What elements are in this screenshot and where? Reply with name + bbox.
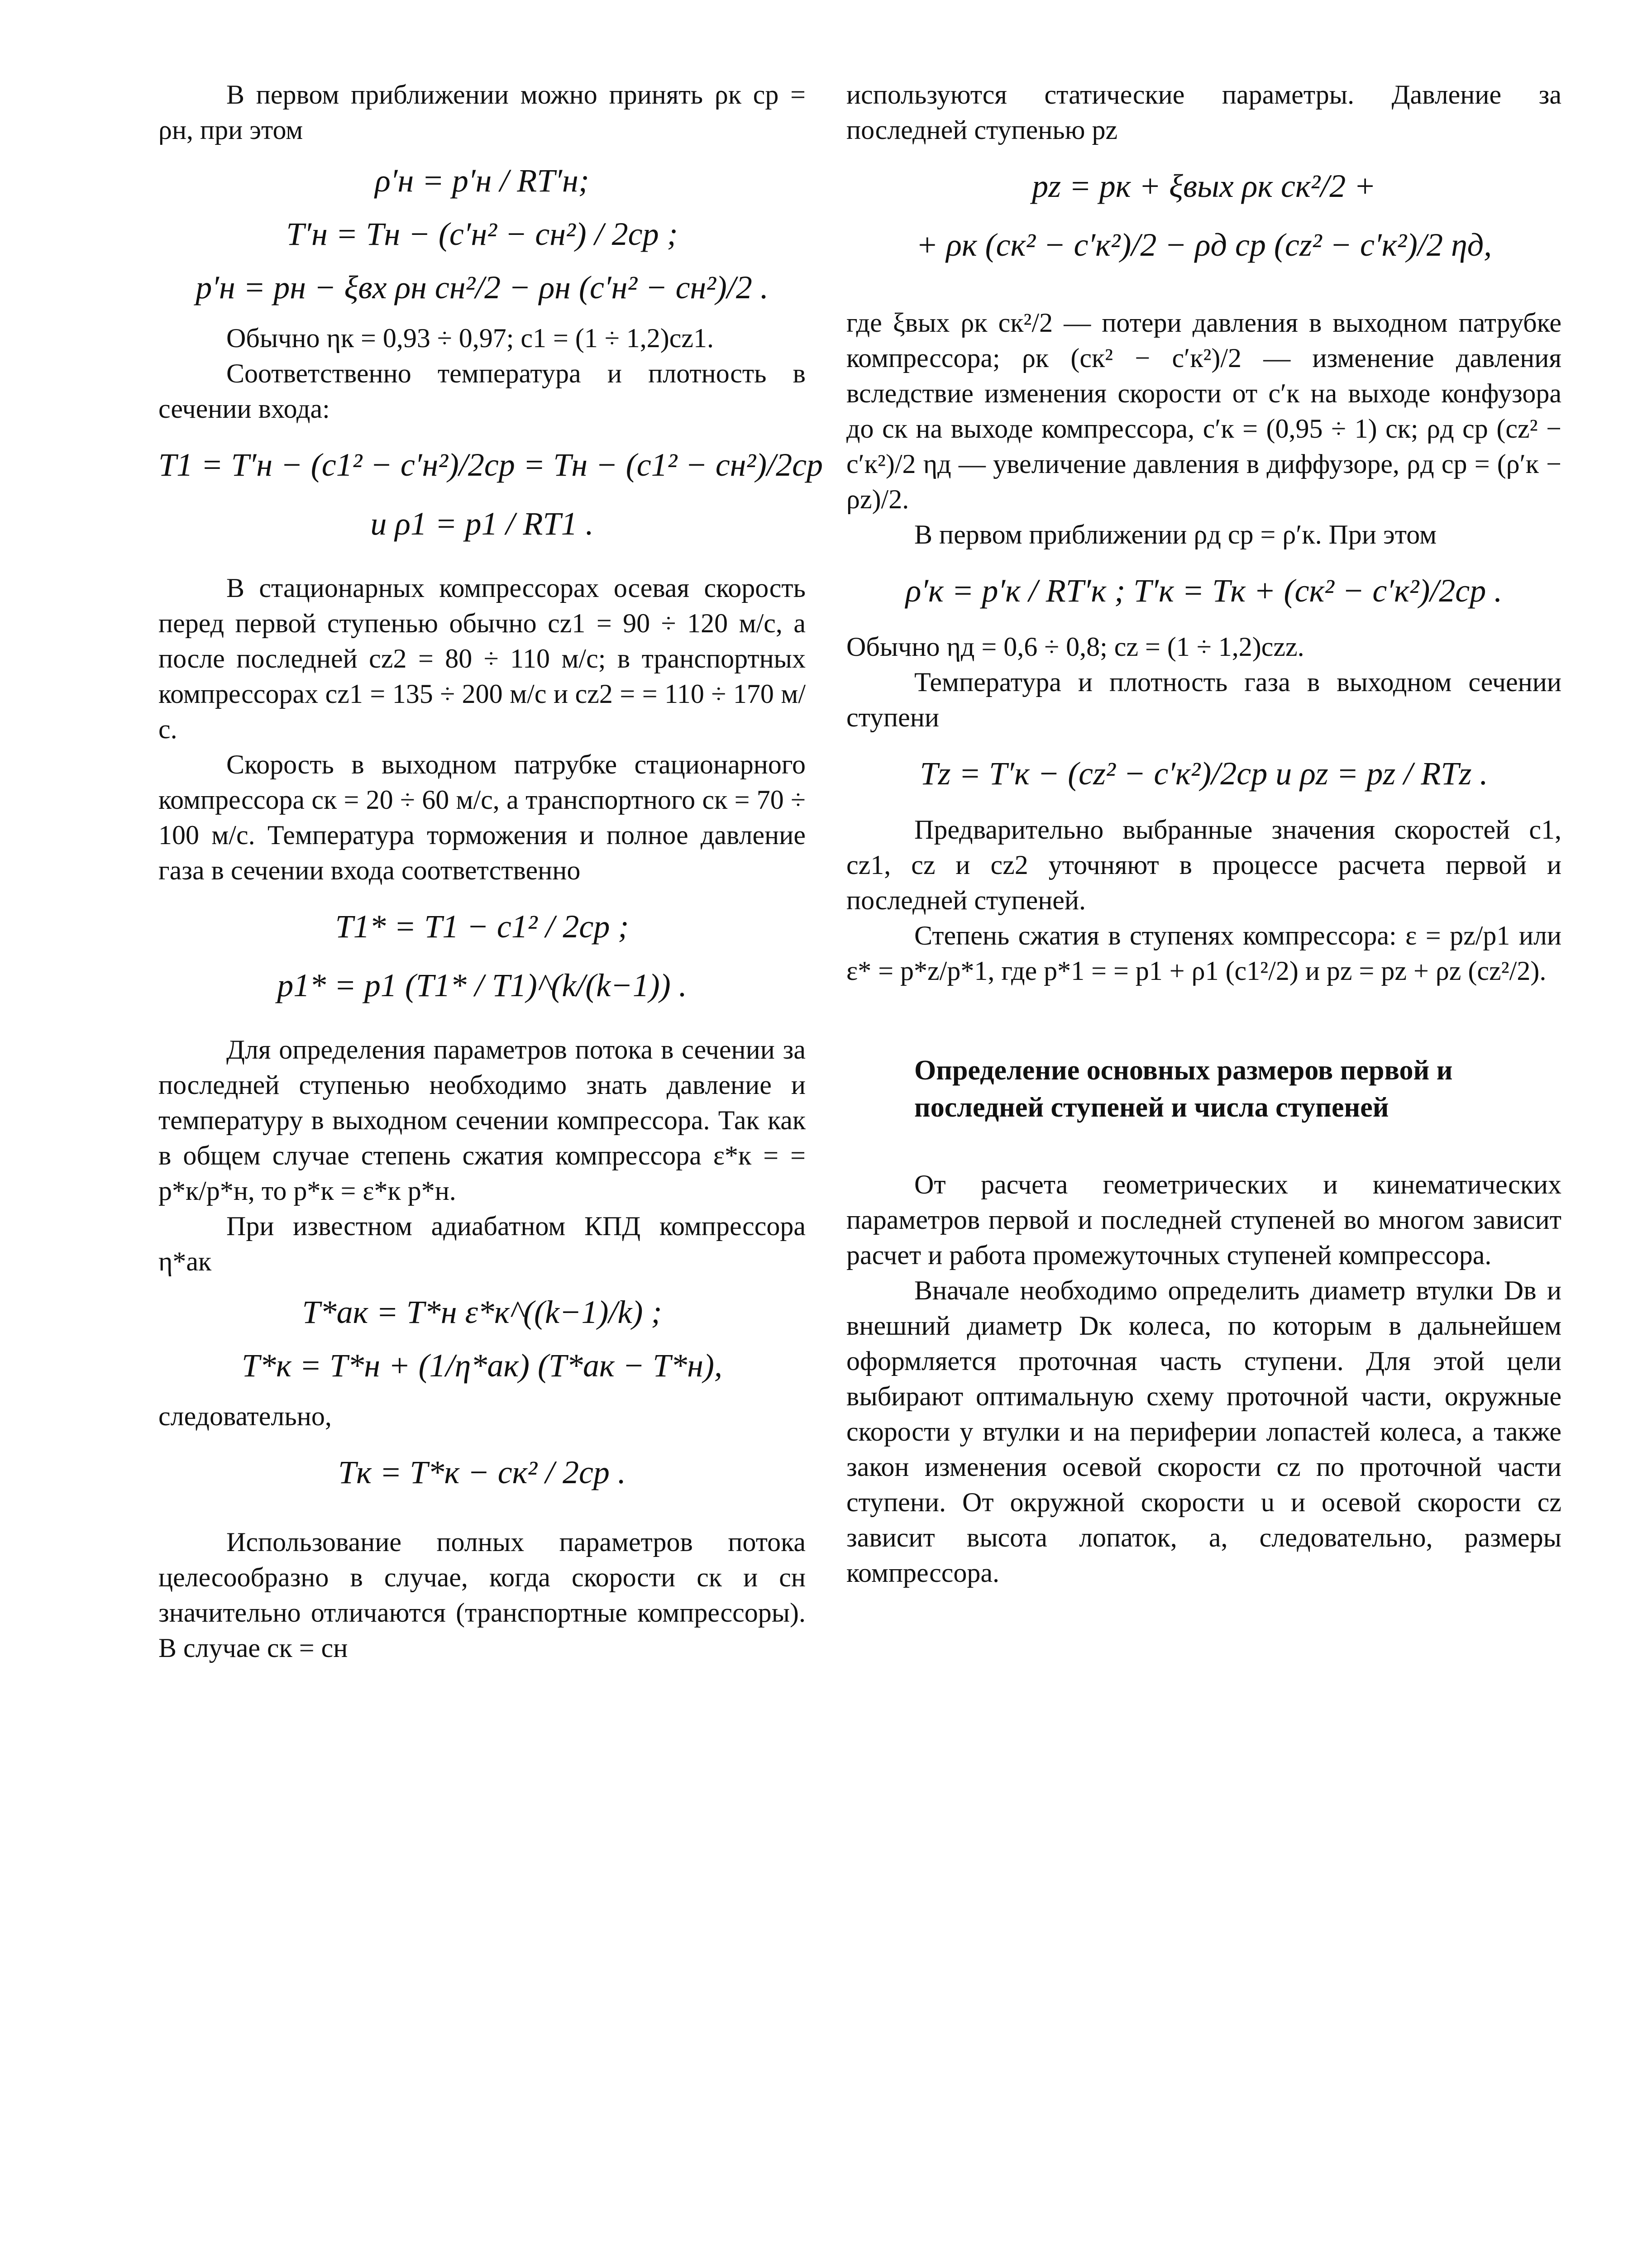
paragraph: При известном адиабатном КПД компрессора η*ак [158,1211,806,1276]
formula: и ρ1 = p1 / RT1 . [370,506,594,542]
right-column [846,77,1561,1590]
paragraph: Соответственно температура и плотность в сечении входа: [158,358,806,424]
formula: pz = pк + ξвых ρк cк²/2 + [1032,168,1376,204]
left-column [158,77,823,1666]
paragraph: В первом приближении можно принять ρк ср = ρн, при этом [158,80,806,145]
formula: Tк = T*к − cк² / 2cp . [338,1454,626,1490]
formula: T1* = T1 − c1² / 2cp ; [335,908,629,945]
paragraph: Предварительно выбранные значения скоростей c1, cz1, cz и cz2 уточняют в процессе расчета первой и последней ступеней. [846,815,1561,915]
paragraph: В стационарных компрессорах осевая скорость перед первой ступенью обычно cz1 = 90 ÷ 120 м/с, а после последней cz2 = 80 ÷ 110 м/с; в транспортных компрессорах cz1 = 135 ÷ 200 м/с и cz2 = = 110 ÷ 170 м/с. [158,573,806,744]
paragraph: следовательно, [158,1401,332,1431]
paragraph: Степень сжатия в ступенях компрессора: ε = pz/p1 или ε* = p*z/p*1, где p*1 = = p1 + ρ1 (c1²/2) и pz = pz + ρz (cz²/2). [846,921,1561,986]
paragraph: Для определения параметров потока в сечении за последней ступенью необходимо знать давление и температуру в выходном сечении компрессора. Так как в общем случае степень сжатия компрессора ε*к = = p*к/p*н, то p*к = ε*к p*н. [158,1035,806,1206]
formula: T1 = T′н − (c1² − c′н²)/2cp = Tн − (c1² − cн²)/2cp [158,447,823,483]
paragraph: Температура и плотность газа в выходном сечении ступени [846,667,1561,732]
formula: T′н = Tн − (c′н² − cн²) / 2cp ; [286,216,678,252]
formula: T*к = T*н + (1/η*ак) (T*ак − T*н), [241,1347,723,1384]
paragraph: От расчета геометрических и кинематических параметров первой и последней ступеней во многом зависит расчет и работа промежуточных ступеней компрессора. [846,1170,1561,1270]
paragraph: Обычно ηк = 0,93 ÷ 0,97; c1 = (1 ÷ 1,2)cz1. [226,323,714,353]
paragraph: В первом приближении ρд ср = ρ′к. При этом [914,520,1437,549]
paragraph: где ξвых ρк cк²/2 — потери давления в выходном патрубке компрессора; ρк (cк² − c′к²)/2 — изменение давления вследствие изменения скорости от c′к на выходе конфузора до cк на выходе компрессора, c′к = (0,95 ÷ 1) cк; ρд ср (cz² − c′к²)/2 ηд — увеличение давления в диффузоре, ρд ср = (ρ′к − ρz)/2. [846,308,1561,514]
formula: T*ак = T*н ε*к^((k−1)/k) ; [302,1294,662,1330]
section-heading: Определение основных размеров первой и последней ступеней и числа ступеней [914,1055,1453,1123]
paragraph: Вначале необходимо определить диаметр втулки Dв и внешний диаметр Dк колеса, по которым в дальнейшем оформляется проточная часть ступени. Для этой цели выбирают оптимальную схему проточной части, окружные скорости у втулки и на периферии лопастей колеса, а также закон изменения осевой скорости cz по проточной части ступени. От окружной скорости u и осевой скорости cz зависит высота лопаток, а, следовательно, размеры компрессора. [846,1275,1561,1588]
formula: Tz = T′к − (cz² − c′к²)/2cp и ρz = pz / RTz . [920,755,1488,792]
paragraph: Использование полных параметров потока целесообразно в случае, когда скорости cк и cн значительно отличаются (транспортные компрессоры). В случае cк = cн [158,1527,806,1663]
paragraph: используются статические параметры. Давление за последней ступенью pz [846,80,1561,145]
formula: + ρк (cк² − c′к²)/2 − ρд ср (cz² − c′к²)/2 ηд, [916,227,1492,263]
formula: ρ′к = p′к / RT′к ; T′к = Tк + (cк² − c′к²)/2cp . [905,573,1503,609]
paragraph: Скорость в выходном патрубке стационарного компрессора cк = 20 ÷ 60 м/с, а транспортного cк = 70 ÷ 100 м/с. Температура торможения и полное давление газа в сечении входа соответственно [158,750,806,885]
formula: p1* = p1 (T1* / T1)^(k/(k−1)) . [277,967,687,1003]
formula: p′н = pн − ξвх ρн cн²/2 − ρн (c′н² − cн²)/2 . [196,269,769,306]
formula: ρ′н = p′н / RT′н; [375,162,589,199]
paragraph: Обычно ηд = 0,6 ÷ 0,8; cz = (1 ÷ 1,2)czz. [846,632,1304,662]
